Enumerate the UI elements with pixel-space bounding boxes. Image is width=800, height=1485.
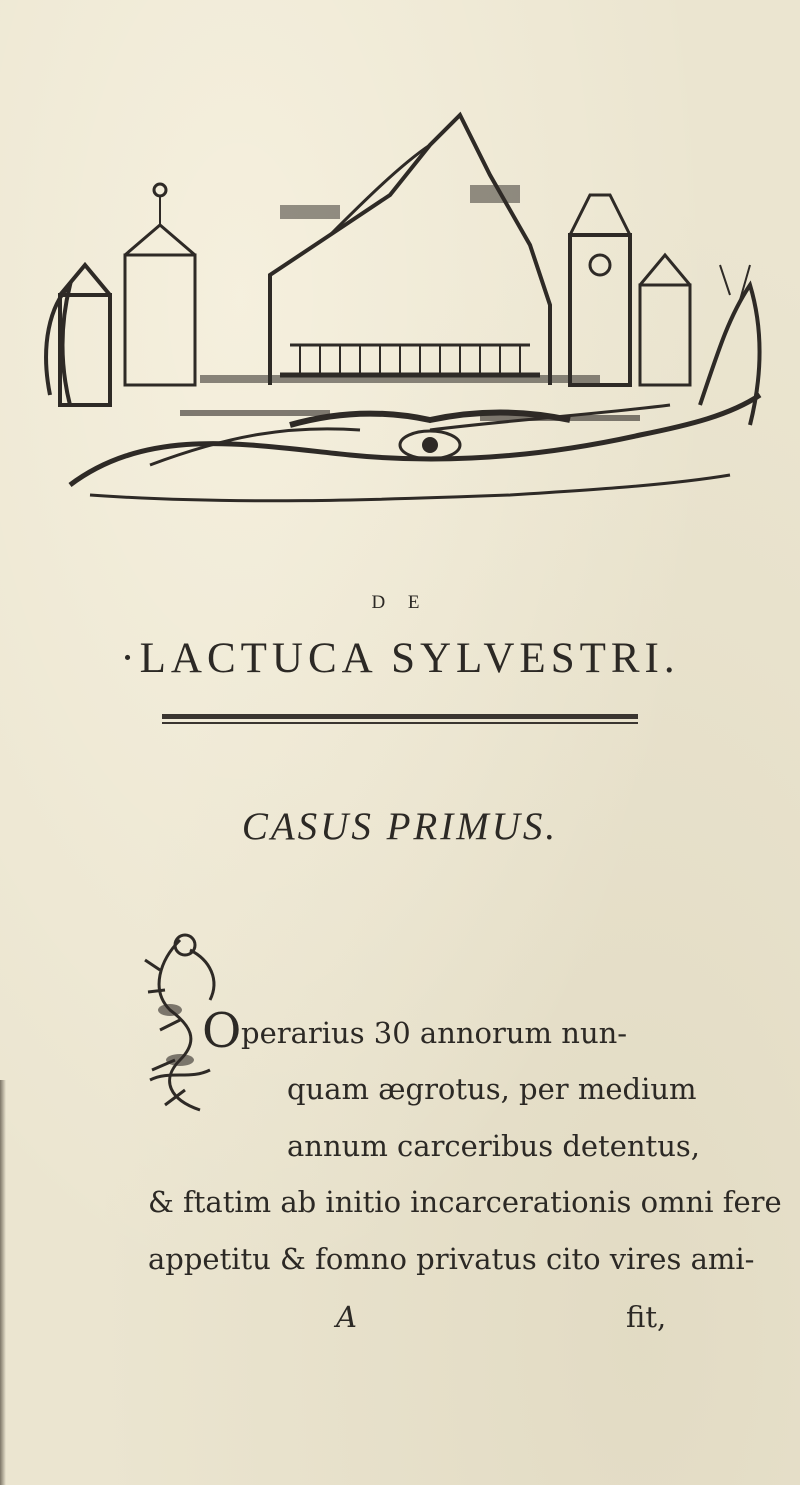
text-line: & ftatim ab initio incarcerationis omni fere xyxy=(148,1185,782,1219)
signature-mark: A xyxy=(336,1300,357,1334)
text-line: appetitu & fomno privatus cito vires ami- xyxy=(148,1242,755,1276)
page-edge-shadow xyxy=(0,1080,6,1485)
drop-cap-letter: O xyxy=(202,1003,242,1059)
catchword: fit, xyxy=(626,1300,667,1334)
section-subtitle: CASUS PRIMUS. xyxy=(241,805,559,848)
engraved-headpiece-illustration xyxy=(30,85,770,525)
page-title: ·LACTUCA SYLVESTRI. xyxy=(120,635,680,682)
text-line: quam ægrotus, per medium xyxy=(287,1072,697,1106)
title-prefix: D E xyxy=(371,592,429,613)
title-rule-thick xyxy=(162,714,638,719)
text-line: perarius 30 annorum nun- xyxy=(241,1016,628,1050)
title-rule-thin xyxy=(162,722,638,724)
text-line: annum carceribus detentus, xyxy=(287,1129,700,1163)
